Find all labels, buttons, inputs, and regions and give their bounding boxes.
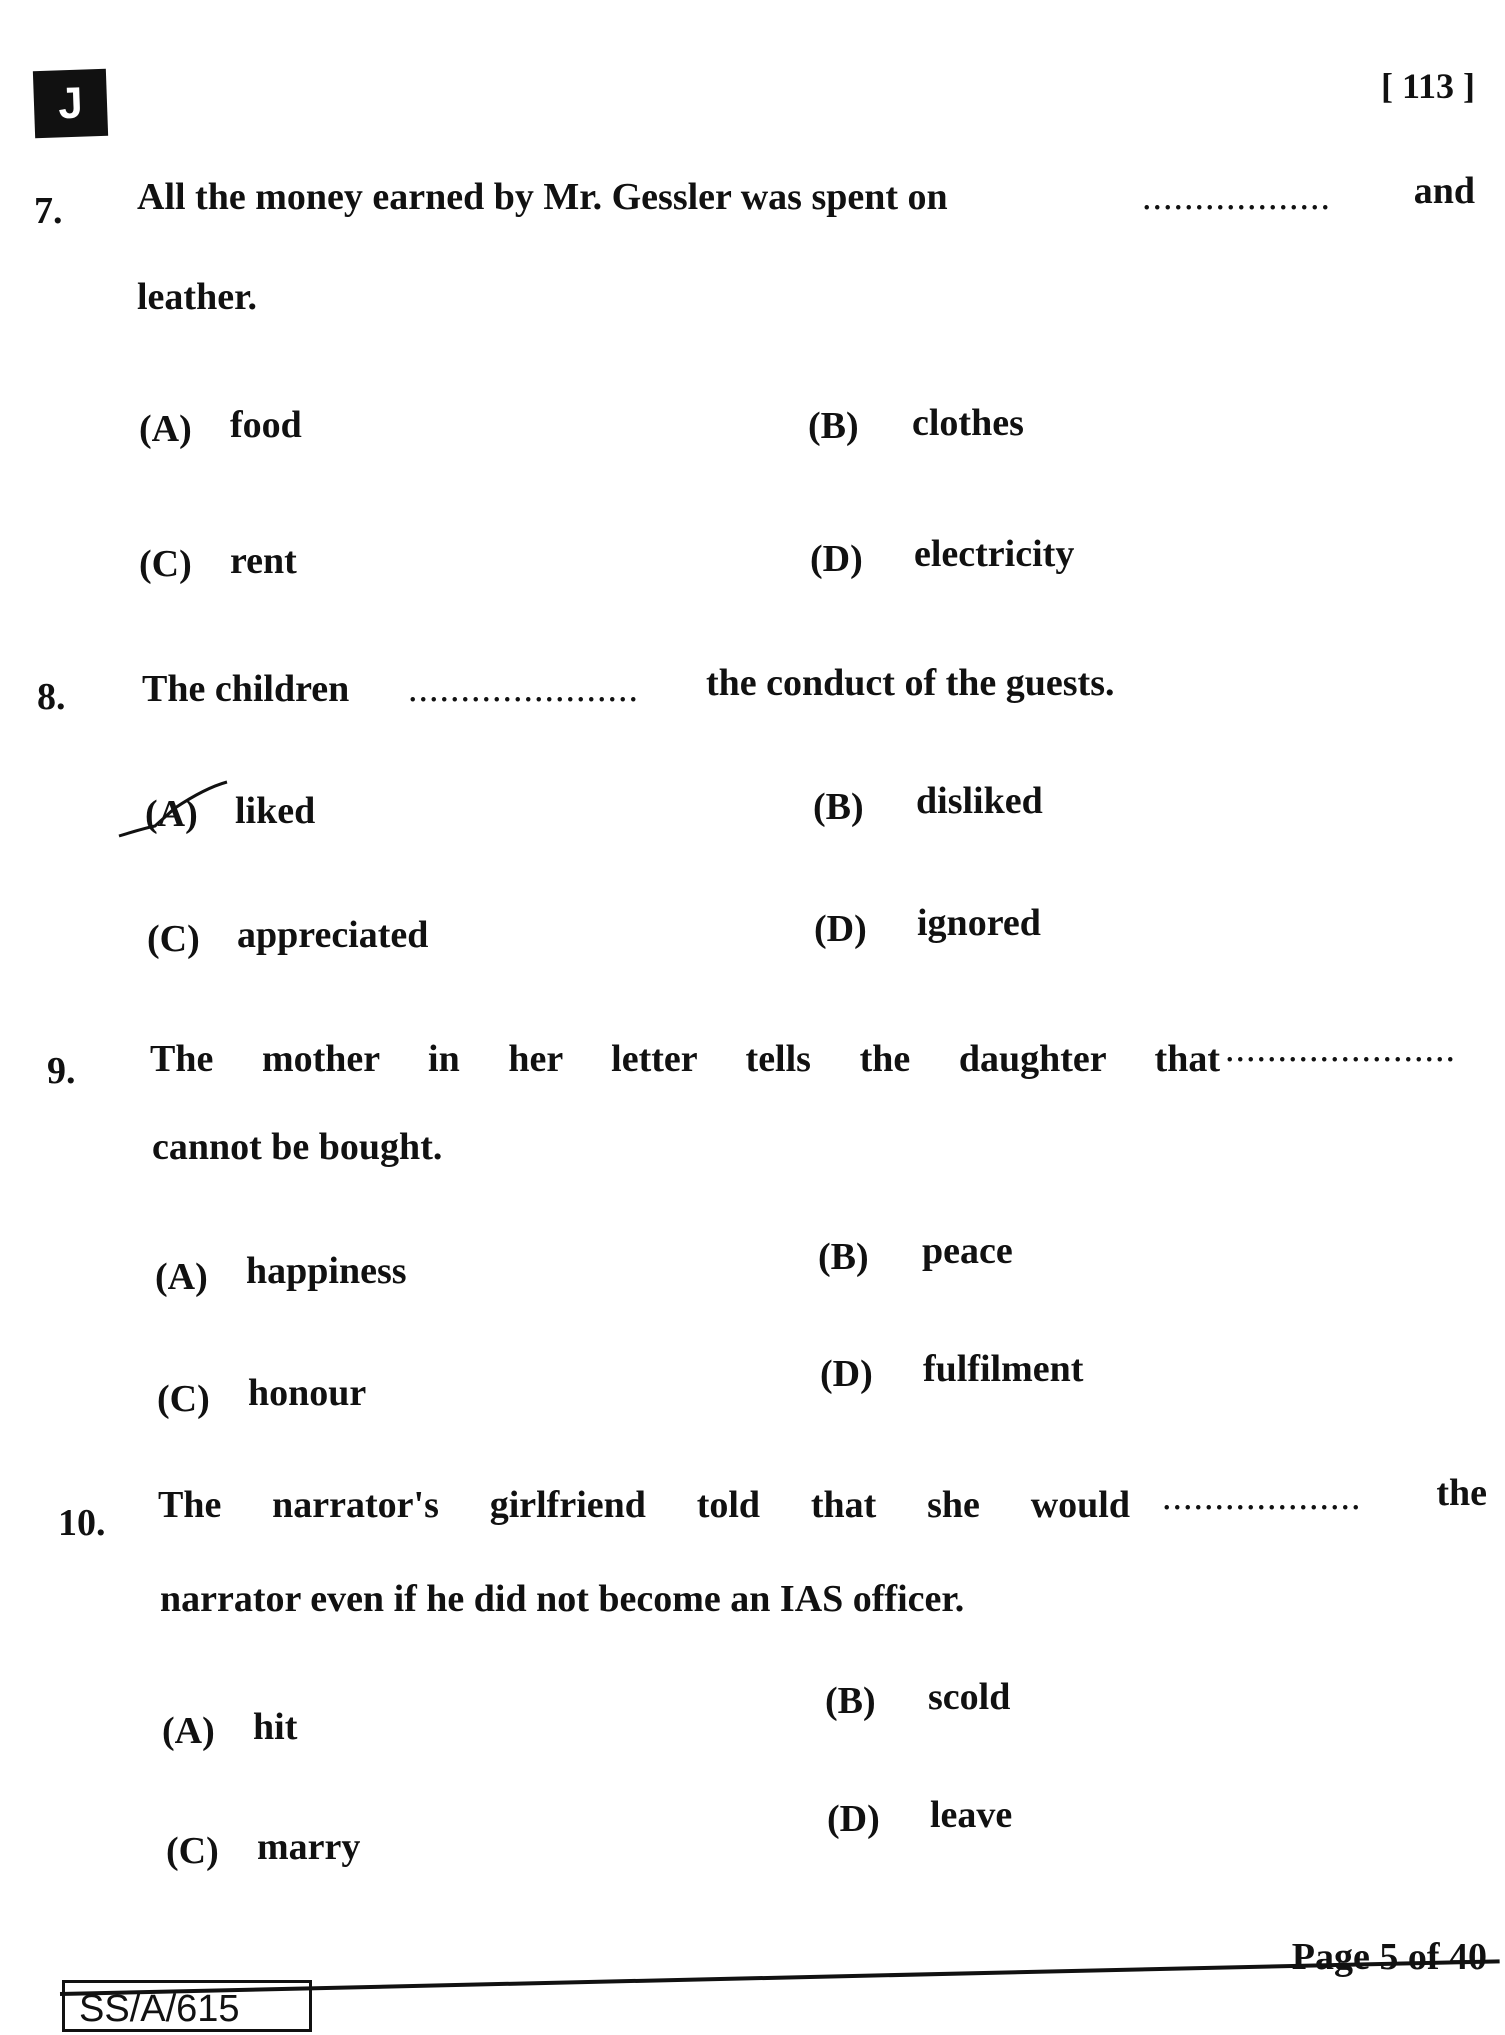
- question-text: The narrator's girlfriend told that she would: [158, 1484, 1130, 1526]
- option-text: peace: [922, 1230, 1013, 1272]
- option-text: electricity: [914, 533, 1075, 575]
- paper-code: SS/A/615: [62, 1980, 312, 2032]
- option-text: disliked: [916, 780, 1043, 822]
- option-label: (D): [820, 1353, 873, 1395]
- option-text: hit: [253, 1706, 298, 1748]
- question-number: 8.: [37, 676, 66, 718]
- option-text: rent: [230, 540, 297, 582]
- option-text: marry: [257, 1826, 361, 1868]
- question-text: The mother in her letter tells the daughter that: [150, 1038, 1220, 1080]
- option-label: (D): [810, 538, 863, 580]
- question-number: 10.: [58, 1502, 106, 1544]
- page-number: Page 5 of 40: [1291, 1936, 1487, 1978]
- tick-mark-icon: [115, 778, 235, 838]
- option-text: honour: [248, 1372, 367, 1414]
- option-label: (D): [814, 908, 867, 950]
- question-text-end: the conduct of the guests.: [706, 662, 1115, 704]
- question-text-end: the: [1436, 1472, 1487, 1514]
- blank: ......................: [1225, 1028, 1456, 1070]
- page-code: [ 113 ]: [1381, 66, 1475, 106]
- option-text: leave: [930, 1794, 1013, 1836]
- question-text: All the money earned by Mr. Gessler was spent on: [137, 176, 948, 218]
- option-label: (C): [166, 1830, 219, 1872]
- question-number: 7.: [34, 190, 63, 232]
- option-label: (B): [808, 405, 859, 447]
- option-label: (A): [145, 793, 198, 835]
- option-label: (C): [157, 1378, 210, 1420]
- option-label: (B): [825, 1680, 876, 1722]
- option-text: clothes: [912, 402, 1024, 444]
- blank: ...................: [1162, 1476, 1362, 1518]
- option-text: appreciated: [237, 914, 429, 956]
- option-text: fulfilment: [923, 1348, 1084, 1390]
- question-text: The children: [142, 668, 350, 710]
- option-label: (A): [155, 1256, 208, 1298]
- option-text: ignored: [917, 902, 1041, 944]
- option-label: (B): [813, 786, 864, 828]
- option-label: (A): [139, 408, 192, 450]
- question-number: 9.: [47, 1050, 76, 1092]
- option-text: food: [230, 404, 302, 446]
- option-text: scold: [928, 1676, 1011, 1718]
- question-text-line2: narrator even if he did not become an IAS officer.: [160, 1578, 965, 1620]
- option-text: happiness: [246, 1250, 407, 1292]
- option-label: (D): [827, 1798, 880, 1840]
- blank: ......................: [408, 668, 639, 710]
- option-label: (B): [818, 1236, 869, 1278]
- question-text-end: and: [1413, 170, 1475, 212]
- question-text-line2: leather.: [137, 276, 257, 318]
- option-label: (C): [139, 543, 192, 585]
- set-letter-badge: J: [33, 69, 108, 139]
- option-text: liked: [235, 790, 316, 832]
- option-label: (A): [162, 1710, 215, 1752]
- question-text-line2: cannot be bought.: [152, 1126, 443, 1168]
- option-label: (C): [147, 918, 200, 960]
- blank: ..................: [1142, 176, 1331, 218]
